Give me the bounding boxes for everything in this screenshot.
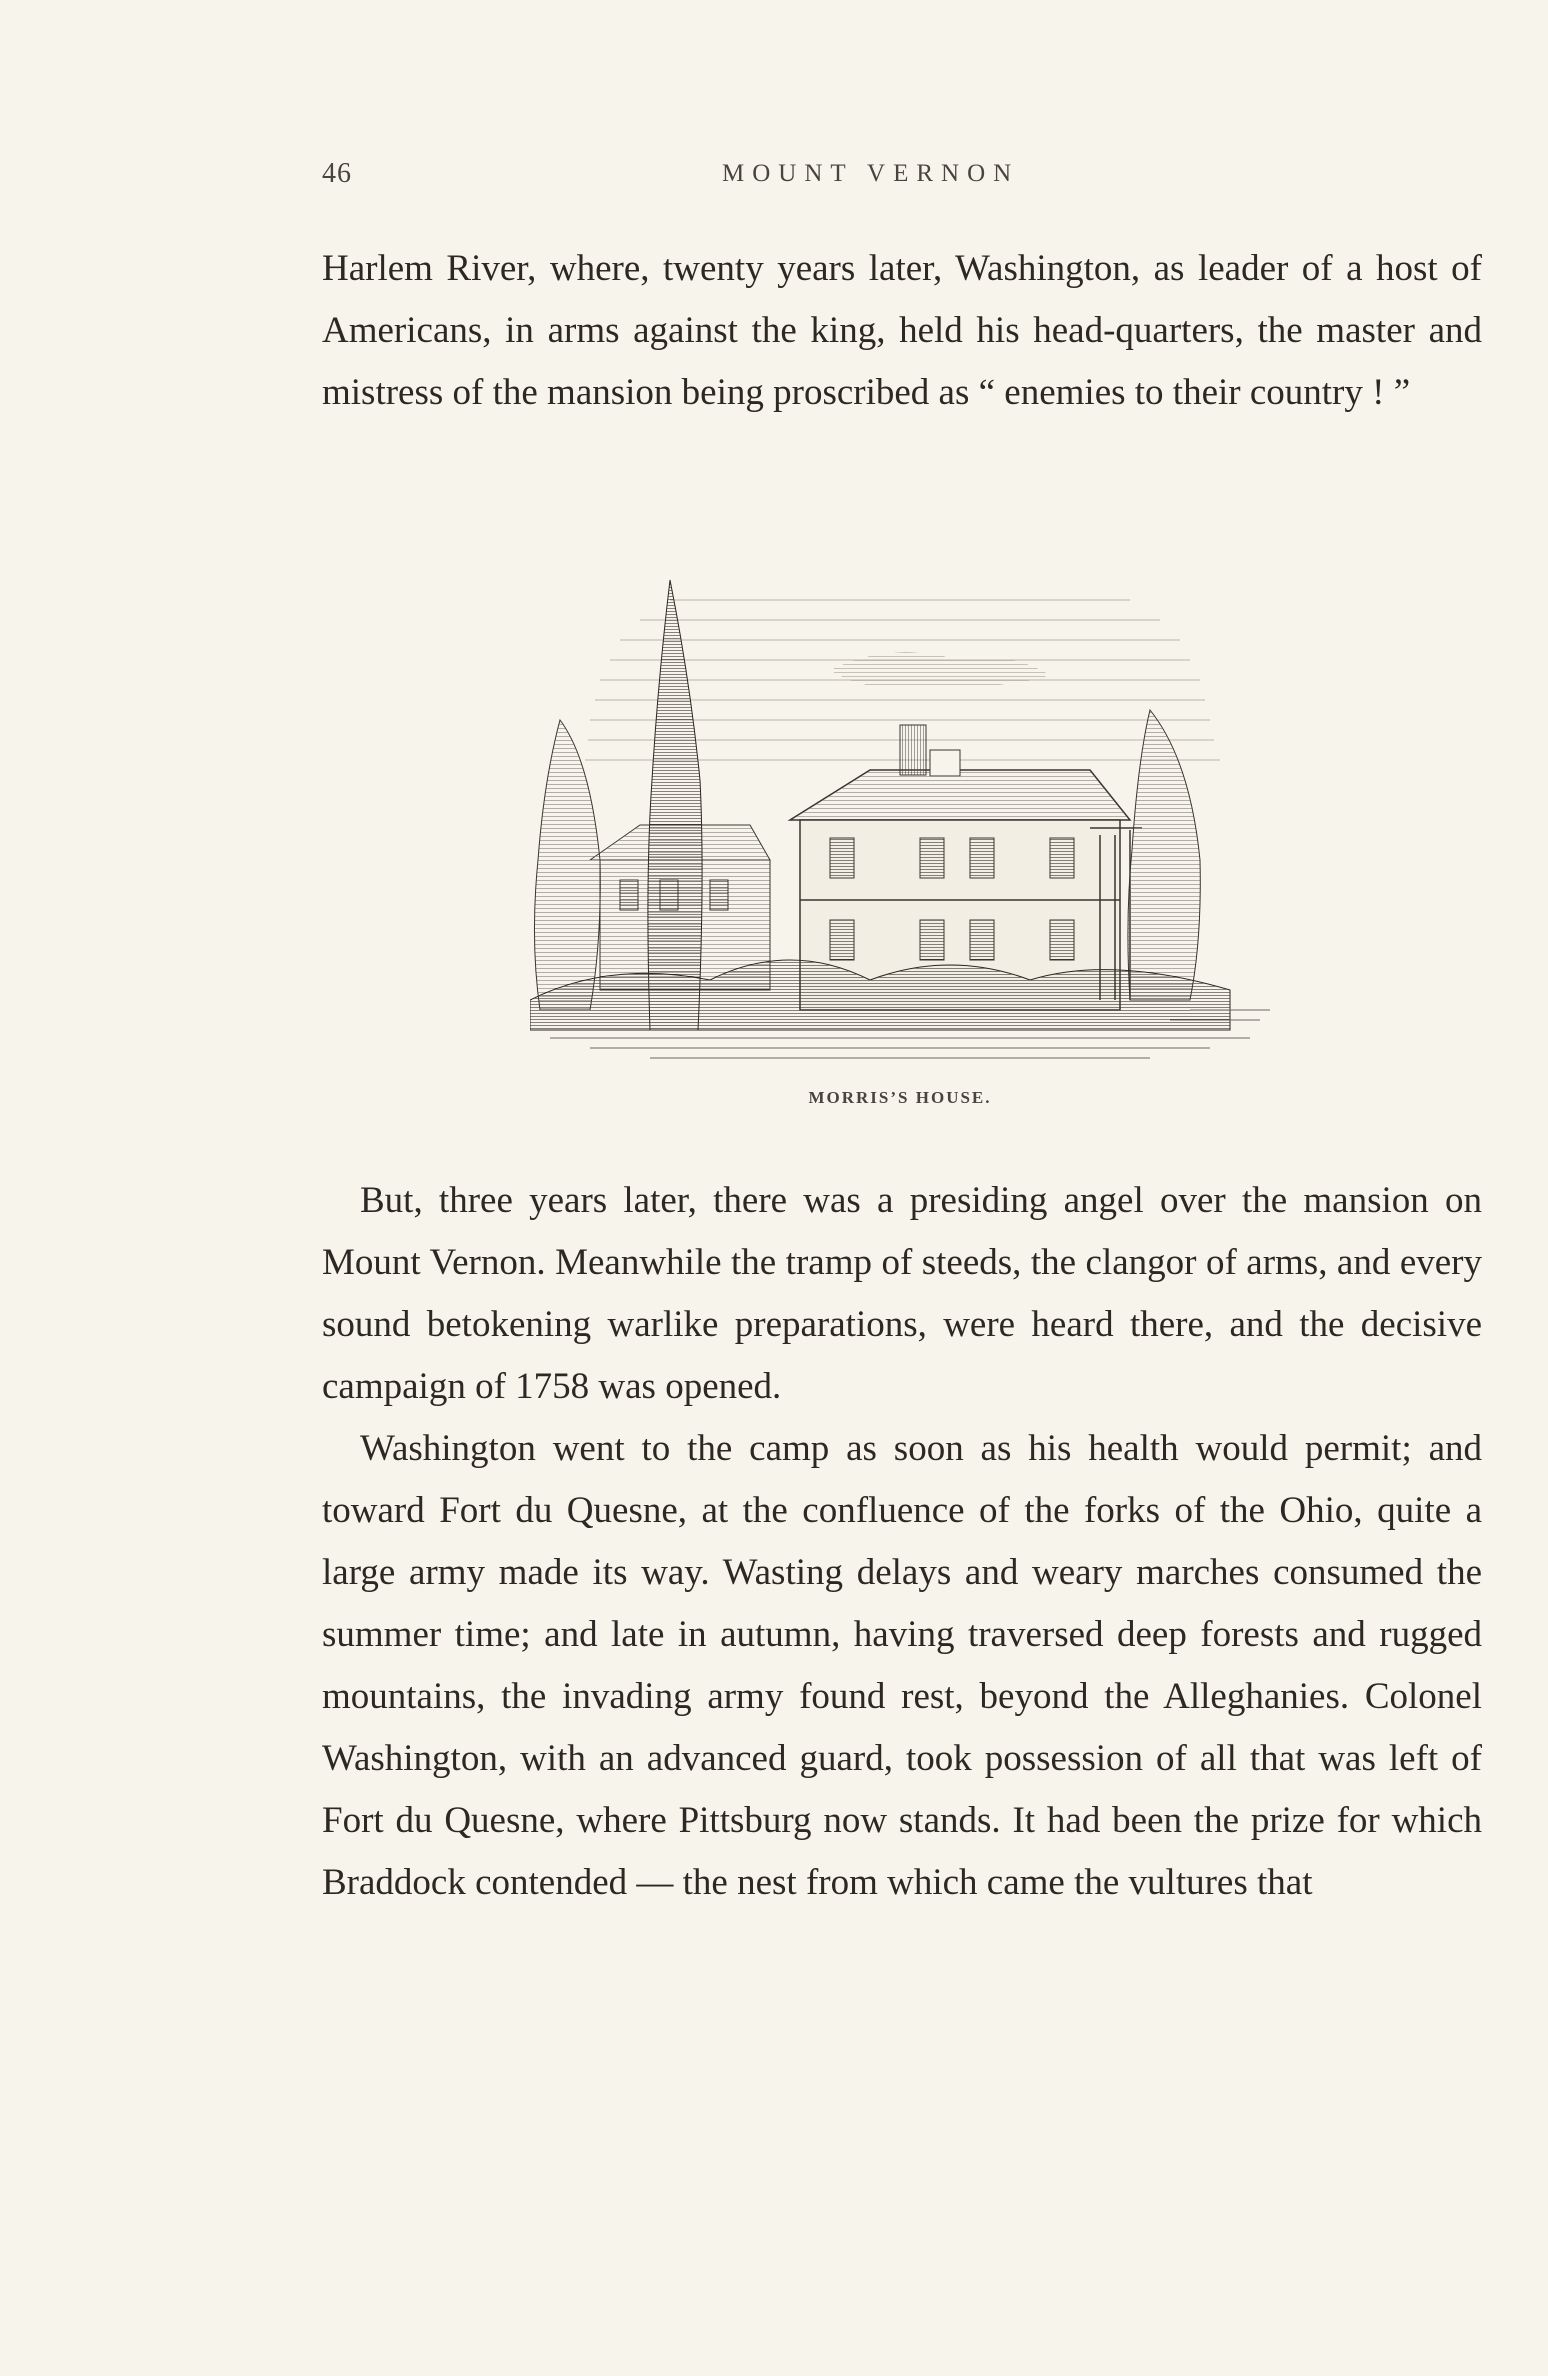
figure-caption: MORRIS’S HOUSE. (808, 1088, 992, 1107)
figure (530, 560, 1270, 1107)
page-number: 46 (322, 158, 352, 189)
paragraph: Washington went to the camp as soon as his health would permit; and toward Fort du Quesne, at the confluence of the forks of the Ohio, quite a large army made its way. Wasting delays and weary marches consumed the summer time; and late in autumn, having traversed deep forests and rugged mountains, the invading army found rest, beyond the Alleghanies. Colonel Washington, with an advanced guard, took possession of all that was left of Fort du Quesne, where Pittsburg now stands. It had been the prize for which Braddock contended — the nest from which came the vultures that (322, 1428, 1482, 1903)
text-top (322, 238, 1482, 424)
paragraph: But, three years later, there was a presiding angel over the mansion on Mount Vernon. Meanwhile the tramp of steeds, the clangor of arms, and every sound betokening warlike preparations, were heard there, and the decisive campaign of 1758 was opened. (322, 1180, 1482, 1407)
engraving-of-house-icon (530, 560, 1270, 1070)
running-head (322, 158, 1482, 198)
running-title: MOUNT VERNON (722, 160, 1020, 187)
paragraph-continued: Harlem River, where, twenty years later, Washington, as leader of a host of Americans, in arms against the king, held his head-quarters, the master and mistress of the mansion being proscribed as “ enemies to their country ! ” (322, 248, 1482, 413)
text-bottom (322, 1170, 1482, 1914)
